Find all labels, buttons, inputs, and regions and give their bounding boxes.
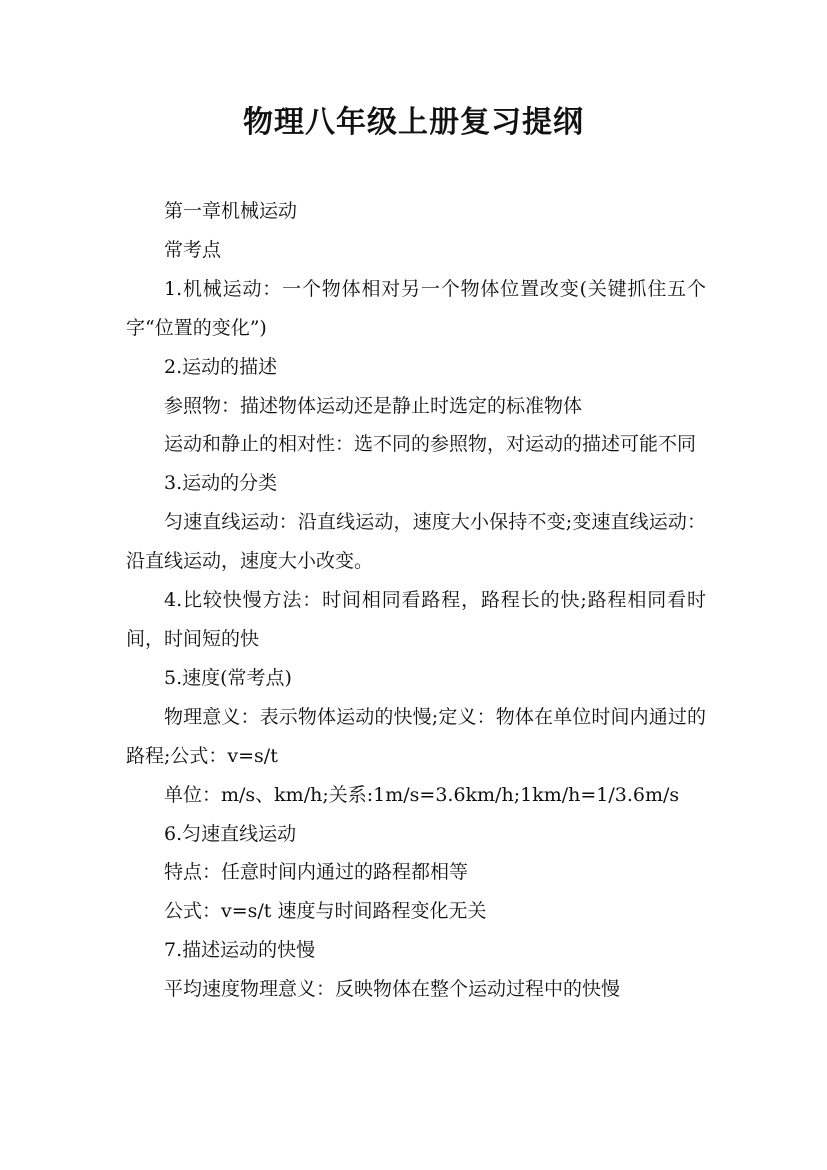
document-title: 物理八年级上册复习提纲	[243, 105, 584, 140]
paragraph: 1.机械运动：一个物体相对另一个物体位置改变(关键抓住五个字“位置的变化”)	[126, 277, 706, 339]
paragraph: 物理意义：表示物体运动的快慢;定义：物体在单位时间内通过的路程;公式：v=s/t	[126, 705, 706, 767]
paragraph: 平均速度物理意义：反映物体在整个运动过程中的快慢	[164, 978, 621, 1001]
numbered-heading: 3.运动的分类	[164, 472, 278, 495]
paragraph: 运动和静止的相对性：选不同的参照物，对运动的描述可能不同	[164, 433, 697, 456]
chapter-heading: 第一章机械运动	[164, 200, 298, 222]
section-label: 常考点	[164, 238, 222, 261]
numbered-heading: 7.描述运动的快慢	[164, 939, 316, 962]
paragraph: 参照物：描述物体运动还是静止时选定的标准物体	[164, 394, 583, 417]
paragraph: 匀速直线运动：沿直线运动，速度大小保持不变;变速直线运动：沿直线运动，速度大小改变。	[126, 511, 706, 573]
numbered-heading: 2.运动的描述	[164, 355, 278, 378]
paragraph: 特点：任意时间内通过的路程都相等	[164, 861, 469, 884]
numbered-heading: 6.匀速直线运动	[164, 822, 297, 845]
paragraph: 4.比较快慢方法：时间相同看路程，路程长的快;路程相同看时间，时间短的快	[126, 589, 706, 650]
numbered-heading: 5.速度(常考点)	[164, 666, 292, 689]
paragraph: 单位：m/s、km/h;关系:1m/s=3.6km/h;1km/h=1/3.6m/s	[164, 783, 680, 806]
document-body	[126, 192, 706, 1009]
paragraph: 公式：v=s/t 速度与时间路程变化无关	[164, 900, 487, 923]
